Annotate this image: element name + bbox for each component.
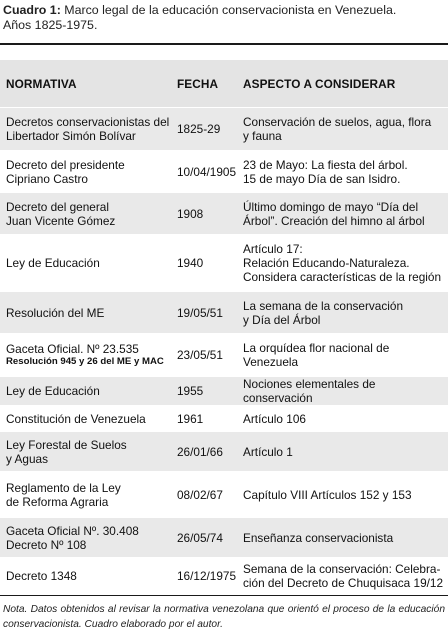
cell-normativa: Decretos conservacionistas del Libertador Simón Bolívar [6, 115, 170, 143]
table-row [0, 108, 448, 151]
table-row [0, 334, 448, 377]
cell-aspecto: Nociones elementales de conservación [243, 377, 376, 405]
cell-fecha: 1825-29 [177, 122, 221, 136]
cell-normativa-main: Gaceta Oficial. Nº 23.535 [6, 342, 139, 356]
cell-aspecto: Artículo 1 [243, 444, 293, 459]
cell-normativa: Ley Forestal de Suelos y Aguas [6, 437, 127, 466]
cell-fecha: 10/04/1905 [177, 164, 237, 179]
cell-fecha: 1961 [177, 411, 204, 426]
cell-aspecto: Capítulo VIII Artículos 152 y 153 [243, 487, 412, 502]
cell-fecha: 16/12/1975 [177, 569, 237, 583]
cell-aspecto: Artículo 17: Relación Educando-Naturaleza. Considera características de la región [243, 242, 442, 284]
top-rule [0, 43, 448, 45]
header-fecha: FECHA [177, 77, 219, 91]
caption-label: Cuadro 1: [3, 3, 61, 17]
cell-normativa: Decreto del general Juan Vicente Gómez [6, 199, 116, 228]
cell-fecha: 23/05/51 [177, 348, 223, 362]
table-row [0, 193, 448, 235]
cell-fecha: 08/02/67 [177, 487, 223, 502]
table-row [0, 151, 448, 193]
table-note: Nota. Datos obtenidos al revisar la normativa venezolana que orientó el proceso de la educación conservacionista. Cuadro elaborado por el autor. [3, 604, 445, 630]
cell-normativa: Decreto del presidente Cipriano Castro [6, 157, 125, 186]
header-aspecto: ASPECTO A CONSIDERAR [243, 77, 396, 91]
table-row [0, 432, 448, 472]
cell-normativa: Ley de Educación [6, 256, 100, 270]
cell-fecha: 26/05/74 [177, 530, 223, 545]
header-normativa: NORMATIVA [6, 77, 77, 91]
cell-aspecto: Semana de la conservación: Celebra- ción del Decreto de Chuquisaca 19/12 [243, 562, 444, 590]
table-row [0, 518, 448, 558]
table-row [0, 292, 448, 334]
cell-aspecto: Conservación de suelos, agua, flora y fauna [243, 115, 432, 143]
cell-aspecto: La semana de la conservación y Día del Árbol [243, 298, 404, 327]
cell-aspecto: Enseñanza conservacionista [243, 530, 394, 545]
cell-fecha: 26/01/66 [177, 444, 223, 459]
cell-fecha: 1940 [177, 256, 204, 270]
cell-normativa: Ley de Educación [6, 384, 100, 398]
bottom-rule [0, 595, 448, 596]
table-row [0, 558, 448, 595]
cell-aspecto: La orquídea flor nacional de Venezuela [243, 341, 390, 369]
table-row [0, 235, 448, 292]
caption-text: Marco legal de la educación conservacionista en Venezuela. Años 1825-1975. [3, 3, 397, 32]
cell-normativa: Gaceta Oficial Nº. 30.408 Decreto Nº 108 [6, 523, 139, 552]
cell-aspecto: 23 de Mayo: La fiesta del árbol. 15 de mayo Día de san Isidro. [243, 157, 408, 186]
table-caption [3, 3, 443, 33]
cell-normativa: Constitución de Venezuela [6, 411, 146, 426]
cell-normativa: Reglamento de la Ley de Reforma Agraria [6, 480, 121, 509]
table-header [0, 60, 448, 108]
cell-normativa-sub: Resolución 945 y 26 del ME y MAC [6, 356, 164, 367]
table-row [0, 472, 448, 518]
cell-fecha: 1955 [177, 384, 204, 398]
cell-fecha: 19/05/51 [177, 305, 223, 320]
cell-aspecto: Artículo 106 [243, 411, 306, 426]
table-row [0, 377, 448, 406]
cell-fecha: 1908 [177, 206, 204, 221]
cell-normativa: Resolución del ME [6, 305, 105, 320]
cell-normativa [6, 334, 172, 376]
cell-normativa: Decreto 1348 [6, 569, 77, 583]
table-row [0, 406, 448, 432]
cell-aspecto: Último domingo de mayo “Día del Árbol”. Creación del himno al árbol [243, 199, 425, 228]
